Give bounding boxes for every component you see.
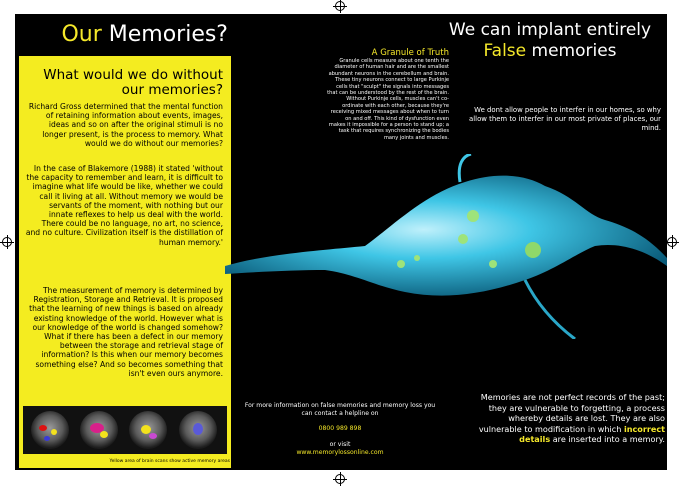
granule-text: Granule cells measure about one tenth the diameter of human hair and are the smallest abundant neurons in the cerebellum and brain. These tiny neurons connect to large Purkinje cells that "sculpt" the signals into messages that can be understood by the rest of the brain. Without Purkinje cells, muscles can't co-ordinate with each other, because they're receiving mixed messages about when to turn on and off. This kind of dysfunction even makes it impossible for a person to stand up; a task that requires synchronizing the bodies many joints and muscles. [327,58,449,141]
neuron-cell-image [225,154,667,339]
brain-scan-4 [179,411,217,449]
or-visit-text: or visit [329,441,351,448]
left-paragraph-3: The measurement of memory is determined by Registration, Storage and Retrieval. It is proposed that the learning of new things is based on already existing knowledge of the world. However what is our knowledge of the world is changed somehow? What if there has been a defect in our memory between the storage and retrieval stage of information? Is this when our memory becomes something else? And so becomes something that isn't even ours anymore. [29,286,223,378]
registration-mark-left [2,237,12,247]
helpline-phone: 0800 989 898 [318,425,362,432]
title-highlight-false: False [483,41,527,61]
brochure-sheet [15,14,667,470]
memory-quote-highlight: incorrect details [519,423,665,445]
brain-scan-3 [129,411,167,449]
brain-scan-caption: Yellow area of brain scans show active memory areas [109,459,230,464]
title-word-memories: Memories? [108,22,228,47]
left-paragraph-1: Richard Gross determined that the mental function of retaining information about events, images, ideas and so on after the original stimuli is no longer present, is the process to memory. What would we do without our memories? [28,102,223,148]
registration-mark-top [335,1,345,11]
memory-quote-part1: Memories are not perfect records of the past; they are vulnerable to forgetting, a process whereby details are lost. They are also vulnerable to modification in which [478,392,665,434]
left-panel-title [15,14,233,56]
registration-mark-bottom [335,474,345,484]
left-paragraph-2: In the case of Blakemore (1988) it stated 'without the capacity to remember and learn, it is difficult to imagine what life would be like, whether we could call it living at all. Without memory we would be servants of the moment, with nothing but our innate reflexes to help us deal with the world. There could be no language, no art, no science, and no culture. Civilization itself is the distillation of human memory.' [25,164,223,247]
brain-scans-strip [23,406,227,454]
left-heading: What would we do without our memories? [43,67,223,98]
right-panel-title [435,20,665,62]
memory-quote-part2: are inserted into a memory. [552,434,665,445]
brain-scan-1 [31,411,69,449]
right-title-line1: We can implant entirely [448,20,652,40]
memory-quote [463,392,665,445]
website-url: www.memorylossonline.com [296,449,384,456]
title-word-our: Our [61,22,102,47]
title-rest: memories [531,41,617,61]
right-title-line2 [435,41,665,62]
helpline-info [239,402,441,457]
granule-title: A Granule of Truth [371,48,449,58]
privacy-quote: We dont allow people to interfer in our homes, so why allow them to interfer in our most private of places, our mind. [469,106,661,132]
yellow-text-box [19,56,231,468]
helpline-text: For more information on false memories and memory loss you can contact a helpline on [244,402,436,417]
registration-mark-right [667,237,677,247]
brain-scan-2 [80,411,118,449]
